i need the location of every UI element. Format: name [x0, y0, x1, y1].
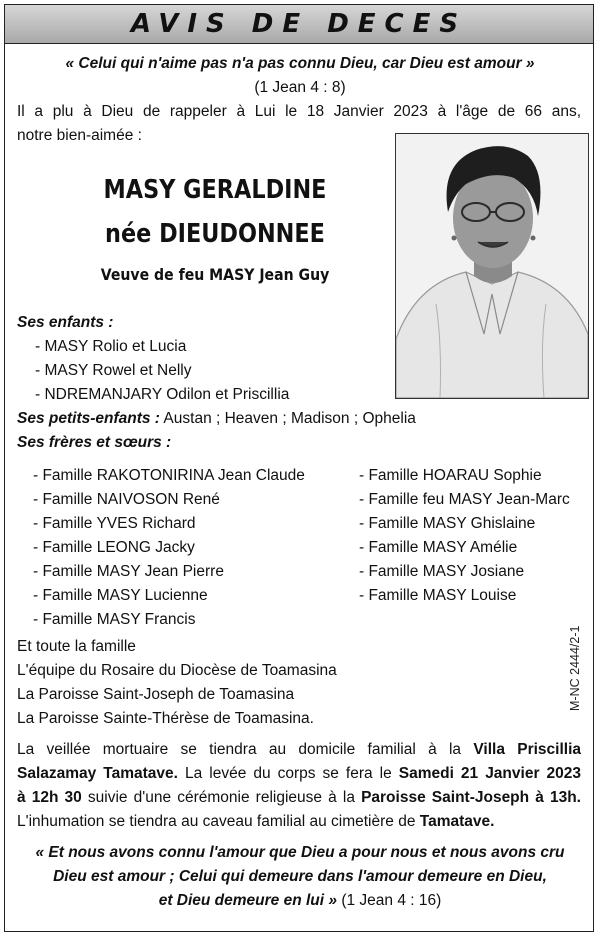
arrangements-text: La veillée mortuaire se tiendra au domicile familial à la	[17, 741, 474, 758]
arrangements-date: Samedi 21 Janvier 2023	[398, 765, 581, 782]
mourner-line: Et toute la famille	[17, 638, 136, 655]
child-1: - MASY Rolio et Lucia	[35, 338, 187, 355]
arrangements-line-2	[17, 762, 581, 786]
intro-line-1: Il a plu à Dieu de rappeler à Lui le 18 Janvier 2023 à l'âge de 66 ans,	[17, 103, 581, 120]
sibling-family: - Famille HOARAU Sophie	[359, 467, 542, 484]
closing-quote-line-1: « Et nous avons connu l'amour que Dieu a pour nous et nous avons cru	[35, 844, 565, 861]
sibling-family: - Famille MASY Josiane	[359, 563, 525, 580]
sibling-family: - Famille MASY Jean Pierre	[33, 563, 224, 580]
other-mourners	[17, 635, 337, 731]
mourner-line: L'équipe du Rosaire du Diocèse de Toamasina	[17, 662, 337, 679]
sibling-family: - Famille feu MASY Jean-Marc	[359, 491, 570, 508]
sibling-family: - Famille YVES Richard	[33, 515, 196, 532]
deceased-name: MASY GERALDINE	[103, 175, 327, 205]
arrangements-text: suivie d'une cérémonie religieuse à la	[81, 789, 362, 806]
closing-reference: (1 Jean 4 : 16)	[337, 892, 442, 909]
child-2: - MASY Rowel et Nelly	[35, 362, 192, 379]
arrangements-place: Salazamay Tamatave.	[17, 765, 178, 782]
grandchildren-names: Austan ; Heaven ; Madison ; Ophelia	[159, 410, 416, 427]
arrangements-cemetery: Tamatave.	[419, 813, 495, 830]
siblings-label-text: Ses frères et sœurs :	[17, 434, 172, 451]
siblings-left-column	[33, 464, 305, 632]
children-label	[17, 311, 113, 335]
arrangements-line-4	[17, 810, 494, 834]
arrangements-text: La levée du corps se fera le	[177, 765, 399, 782]
children-label-text: Ses enfants :	[17, 314, 114, 331]
grandchildren-line	[17, 407, 416, 431]
arrangements-time: à 12h 30	[17, 789, 82, 806]
notice-title: AVIS DE DECES	[130, 9, 468, 39]
child-3: - NDREMANJARY Odilon et Priscillia	[35, 386, 290, 403]
portrait-illustration	[396, 134, 588, 398]
opening-reference: (1 Jean 4 : 8)	[254, 79, 346, 96]
closing-quote-line-3	[5, 889, 595, 913]
mourner-line: La Paroisse Sainte-Thérèse de Toamasina.	[17, 710, 314, 727]
sibling-family: - Famille MASY Amélie	[359, 539, 518, 556]
arrangements-line-1	[17, 738, 581, 762]
intro-line-2: notre bien-aimée :	[17, 127, 142, 144]
sibling-family: - Famille MASY Lucienne	[33, 587, 208, 604]
opening-quote: « Celui qui n'aime pas n'a pas connu Dieu, car Dieu est amour »	[65, 55, 535, 72]
siblings-label	[17, 431, 171, 455]
siblings-right-column	[359, 464, 570, 608]
deceased-maiden-name: née DIEUDONNEE	[105, 219, 325, 249]
mourner-line: La Paroisse Saint-Joseph de Toamasina	[17, 686, 295, 703]
closing-quote-text: et Dieu demeure en lui »	[158, 892, 338, 909]
sibling-family: - Famille RAKOTONIRINA Jean Claude	[33, 467, 305, 484]
sibling-family: - Famille MASY Ghislaine	[359, 515, 536, 532]
notice-frame	[4, 4, 594, 932]
arrangements-line-3	[17, 786, 581, 810]
sibling-family: - Famille MASY Francis	[33, 611, 196, 628]
arrangements-church: Paroisse Saint-Joseph à 13h.	[361, 789, 581, 806]
arrangements-text: L'inhumation se tiendra au caveau familial au cimetière de	[17, 813, 420, 830]
grandchildren-label: Ses petits-enfants :	[17, 410, 160, 427]
reference-code: M-NC 2444/2-1	[568, 625, 582, 711]
closing-quote-line-2: Dieu est amour ; Celui qui demeure dans l'amour demeure en Dieu,	[53, 868, 547, 885]
notice-header	[5, 5, 593, 44]
sibling-family: - Famille MASY Louise	[359, 587, 517, 604]
sibling-family: - Famille NAIVOSON René	[33, 491, 220, 508]
deceased-widow-of: Veuve de feu MASY Jean Guy	[100, 265, 330, 284]
arrangements-villa: Villa Priscillia	[473, 741, 581, 758]
sibling-family: - Famille LEONG Jacky	[33, 539, 195, 556]
portrait-photo-icon	[395, 133, 589, 399]
